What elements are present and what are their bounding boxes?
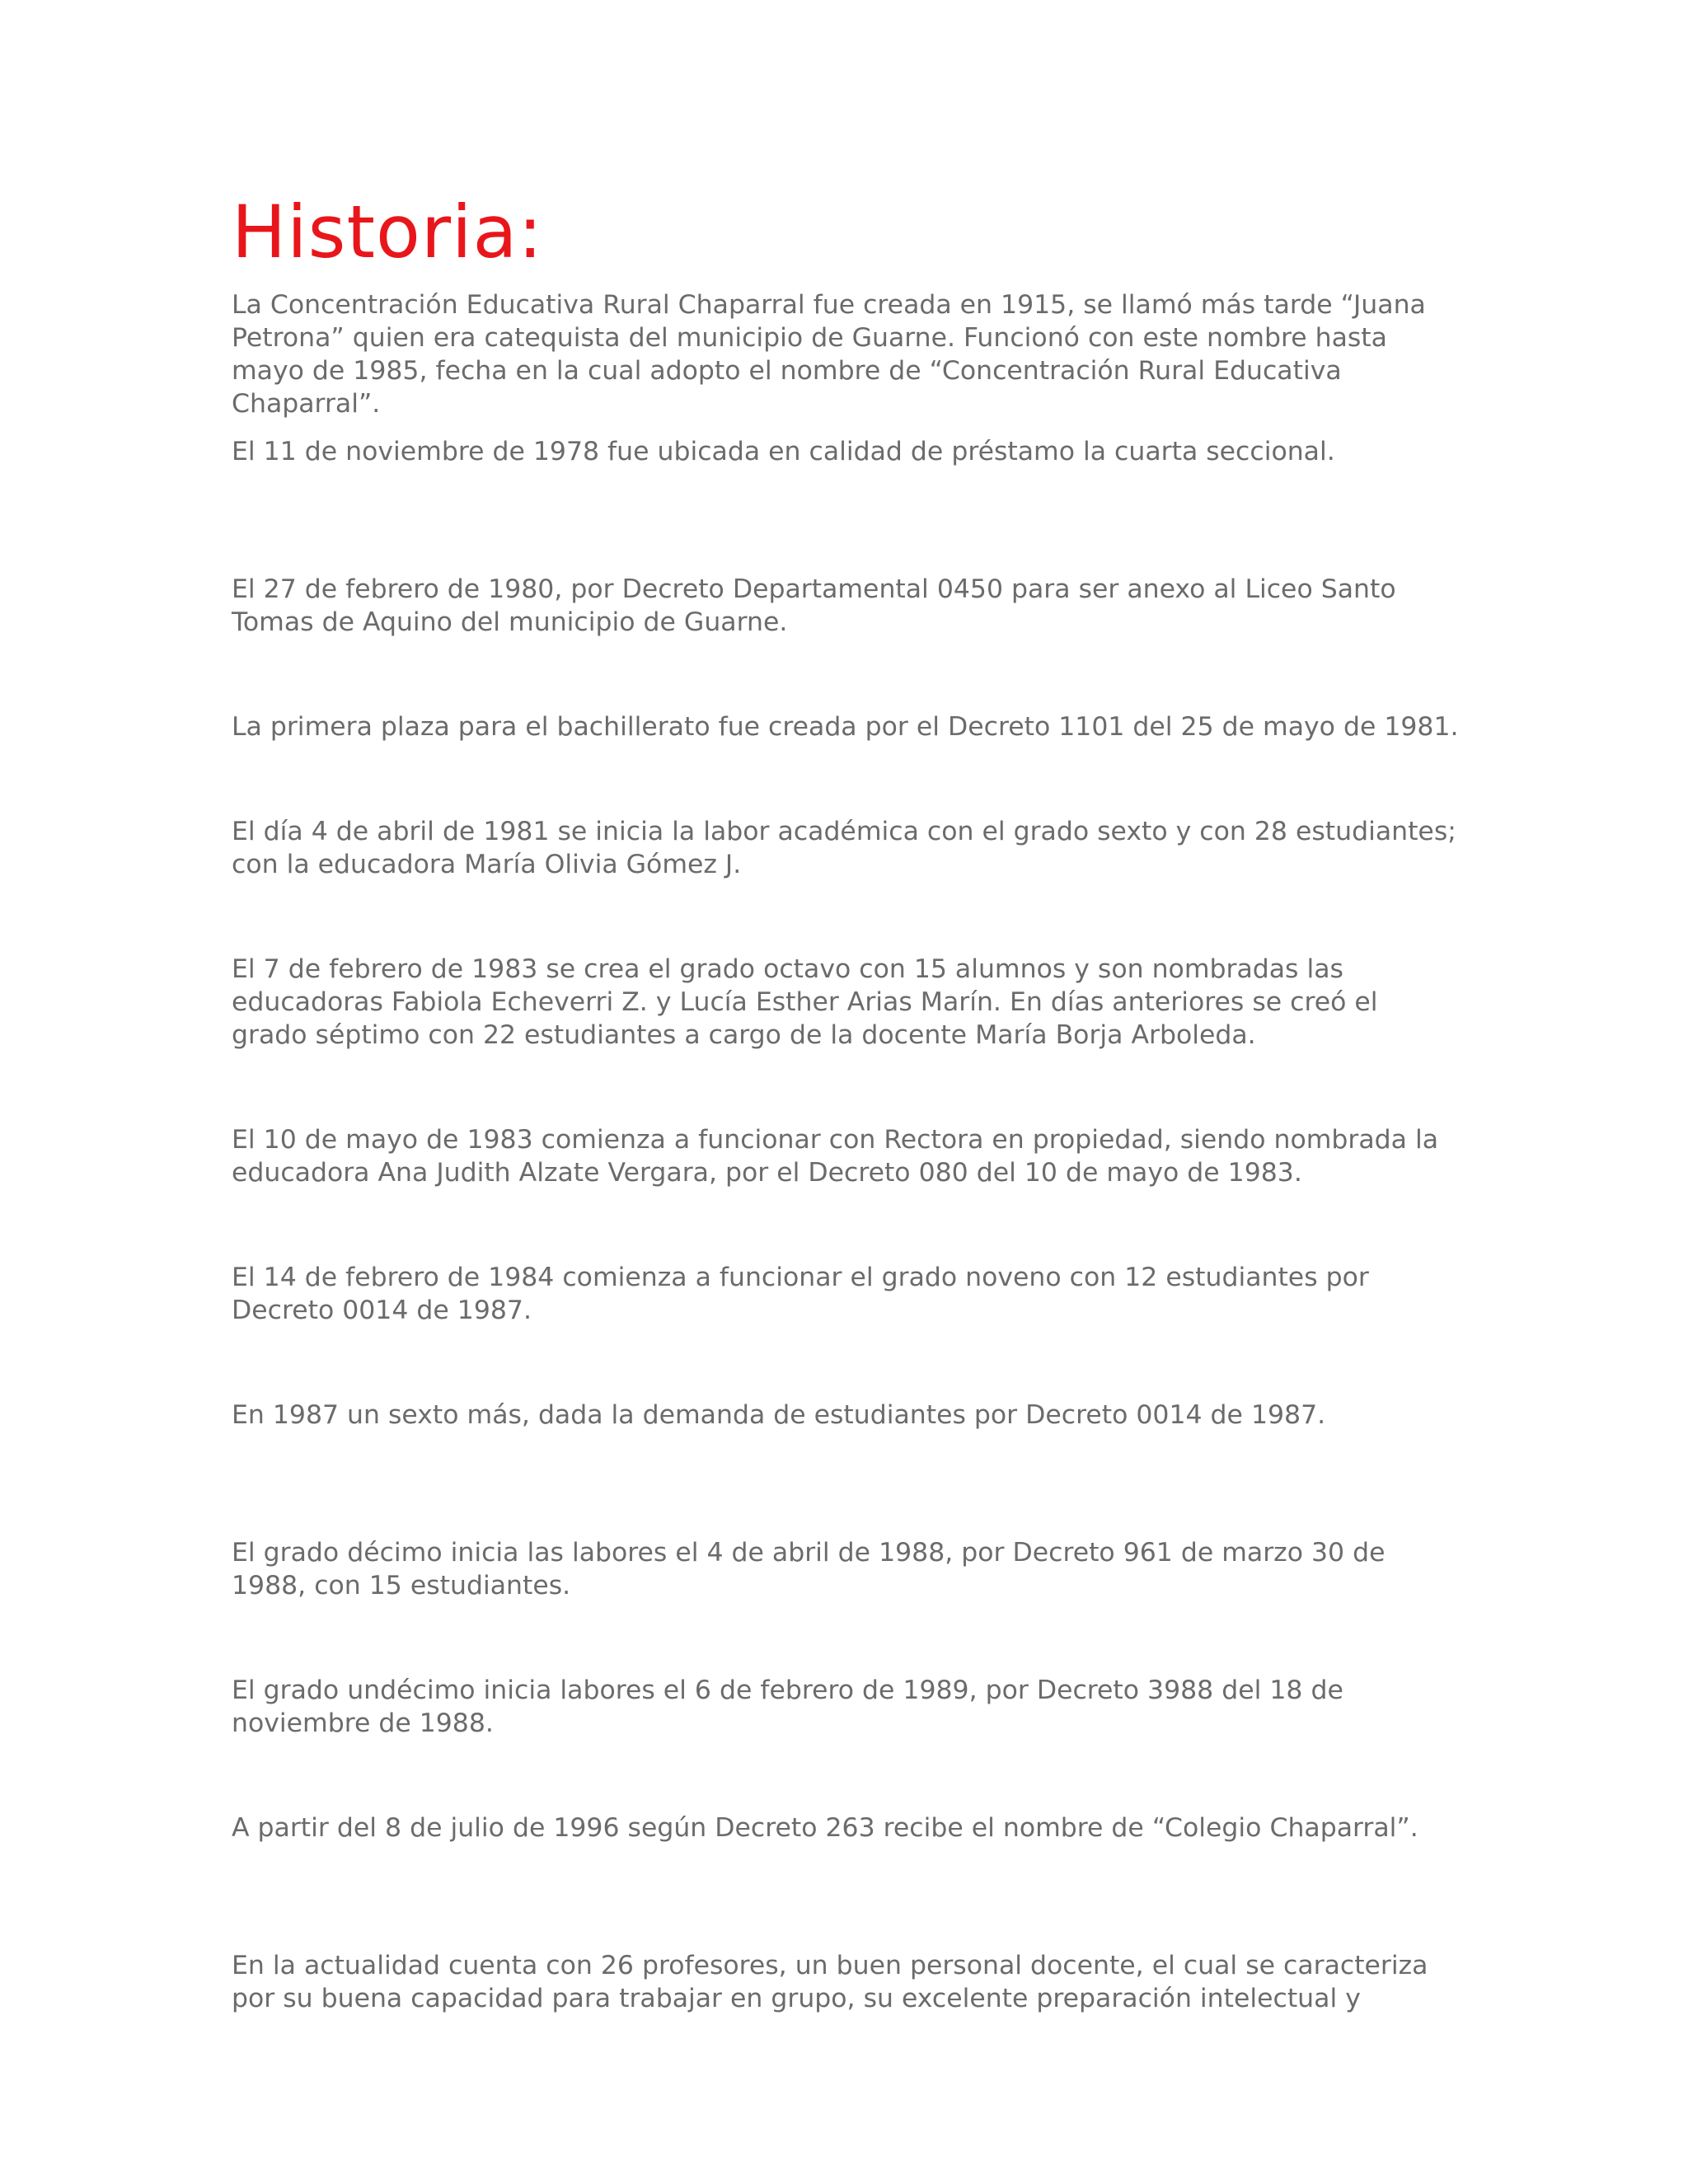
paragraph: En 1987 un sexto más, dada la demanda de estudiantes por Decreto 0014 de 1987. [232,1400,1326,1430]
paragraph: A partir del 8 de julio de 1996 según Decreto 263 recibe el nombre de “Colegio Chaparral”. [232,1813,1418,1843]
paragraph: La Concentración Educativa Rural Chaparral fue creada en 1915, se llamó más tarde “Juana Petrona” quien era catequista del municipio de Guarne. Funcionó con este nombre hasta mayo de 1985, fecha en la cual adopto el nombre de “Concentración Rural Educativa Chaparral”. [232,290,1426,419]
paragraph: El 10 de mayo de 1983 comienza a funcionar con Rectora en propiedad, siendo nombrada la educadora Ana Judith Alzate Vergara, por el Decreto 080 del 10 de mayo de 1983. [232,1125,1439,1188]
page-title: Historia: [232,190,544,274]
paragraph: En la actualidad cuenta con 26 profesores, un buen personal docente, el cual se caracteriza por su buena capacidad para trabajar en grupo, su excelente preparación intelectual y [232,1951,1428,2013]
paragraph: El grado décimo inicia las labores el 4 de abril de 1988, por Decreto 961 de marzo 30 de 1988, con 15 estudiantes. [232,1538,1386,1601]
paragraph: La primera plaza para el bachillerato fue creada por el Decreto 1101 del 25 de mayo de 1981. [232,712,1459,742]
paragraph: El día 4 de abril de 1981 se inicia la labor académica con el grado sexto y con 28 estudiantes; con la educadora María Olivia Gómez J. [232,817,1456,879]
paragraph: El 14 de febrero de 1984 comienza a funcionar el grado noveno con 12 estudiantes por Decreto 0014 de 1987. [232,1263,1369,1325]
paragraph: El 11 de noviembre de 1978 fue ubicada en calidad de préstamo la cuarta seccional. [232,437,1335,466]
document-body [232,191,1460,2015]
paragraph: El 27 de febrero de 1980, por Decreto Departamental 0450 para ser anexo al Liceo Santo Tomas de Aquino del municipio de Guarne. [232,574,1396,637]
paragraph: El grado undécimo inicia labores el 6 de febrero de 1989, por Decreto 3988 del 18 de noviembre de 1988. [232,1675,1343,1738]
paragraph: El 7 de febrero de 1983 se crea el grado octavo con 15 alumnos y son nombradas las educadoras Fabiola Echeverri Z. y Lucía Esther Arias Marín. En días anteriores se creó el grado séptimo con 22 estudiantes a cargo de la docente María Borja Arboleda. [232,954,1378,1050]
